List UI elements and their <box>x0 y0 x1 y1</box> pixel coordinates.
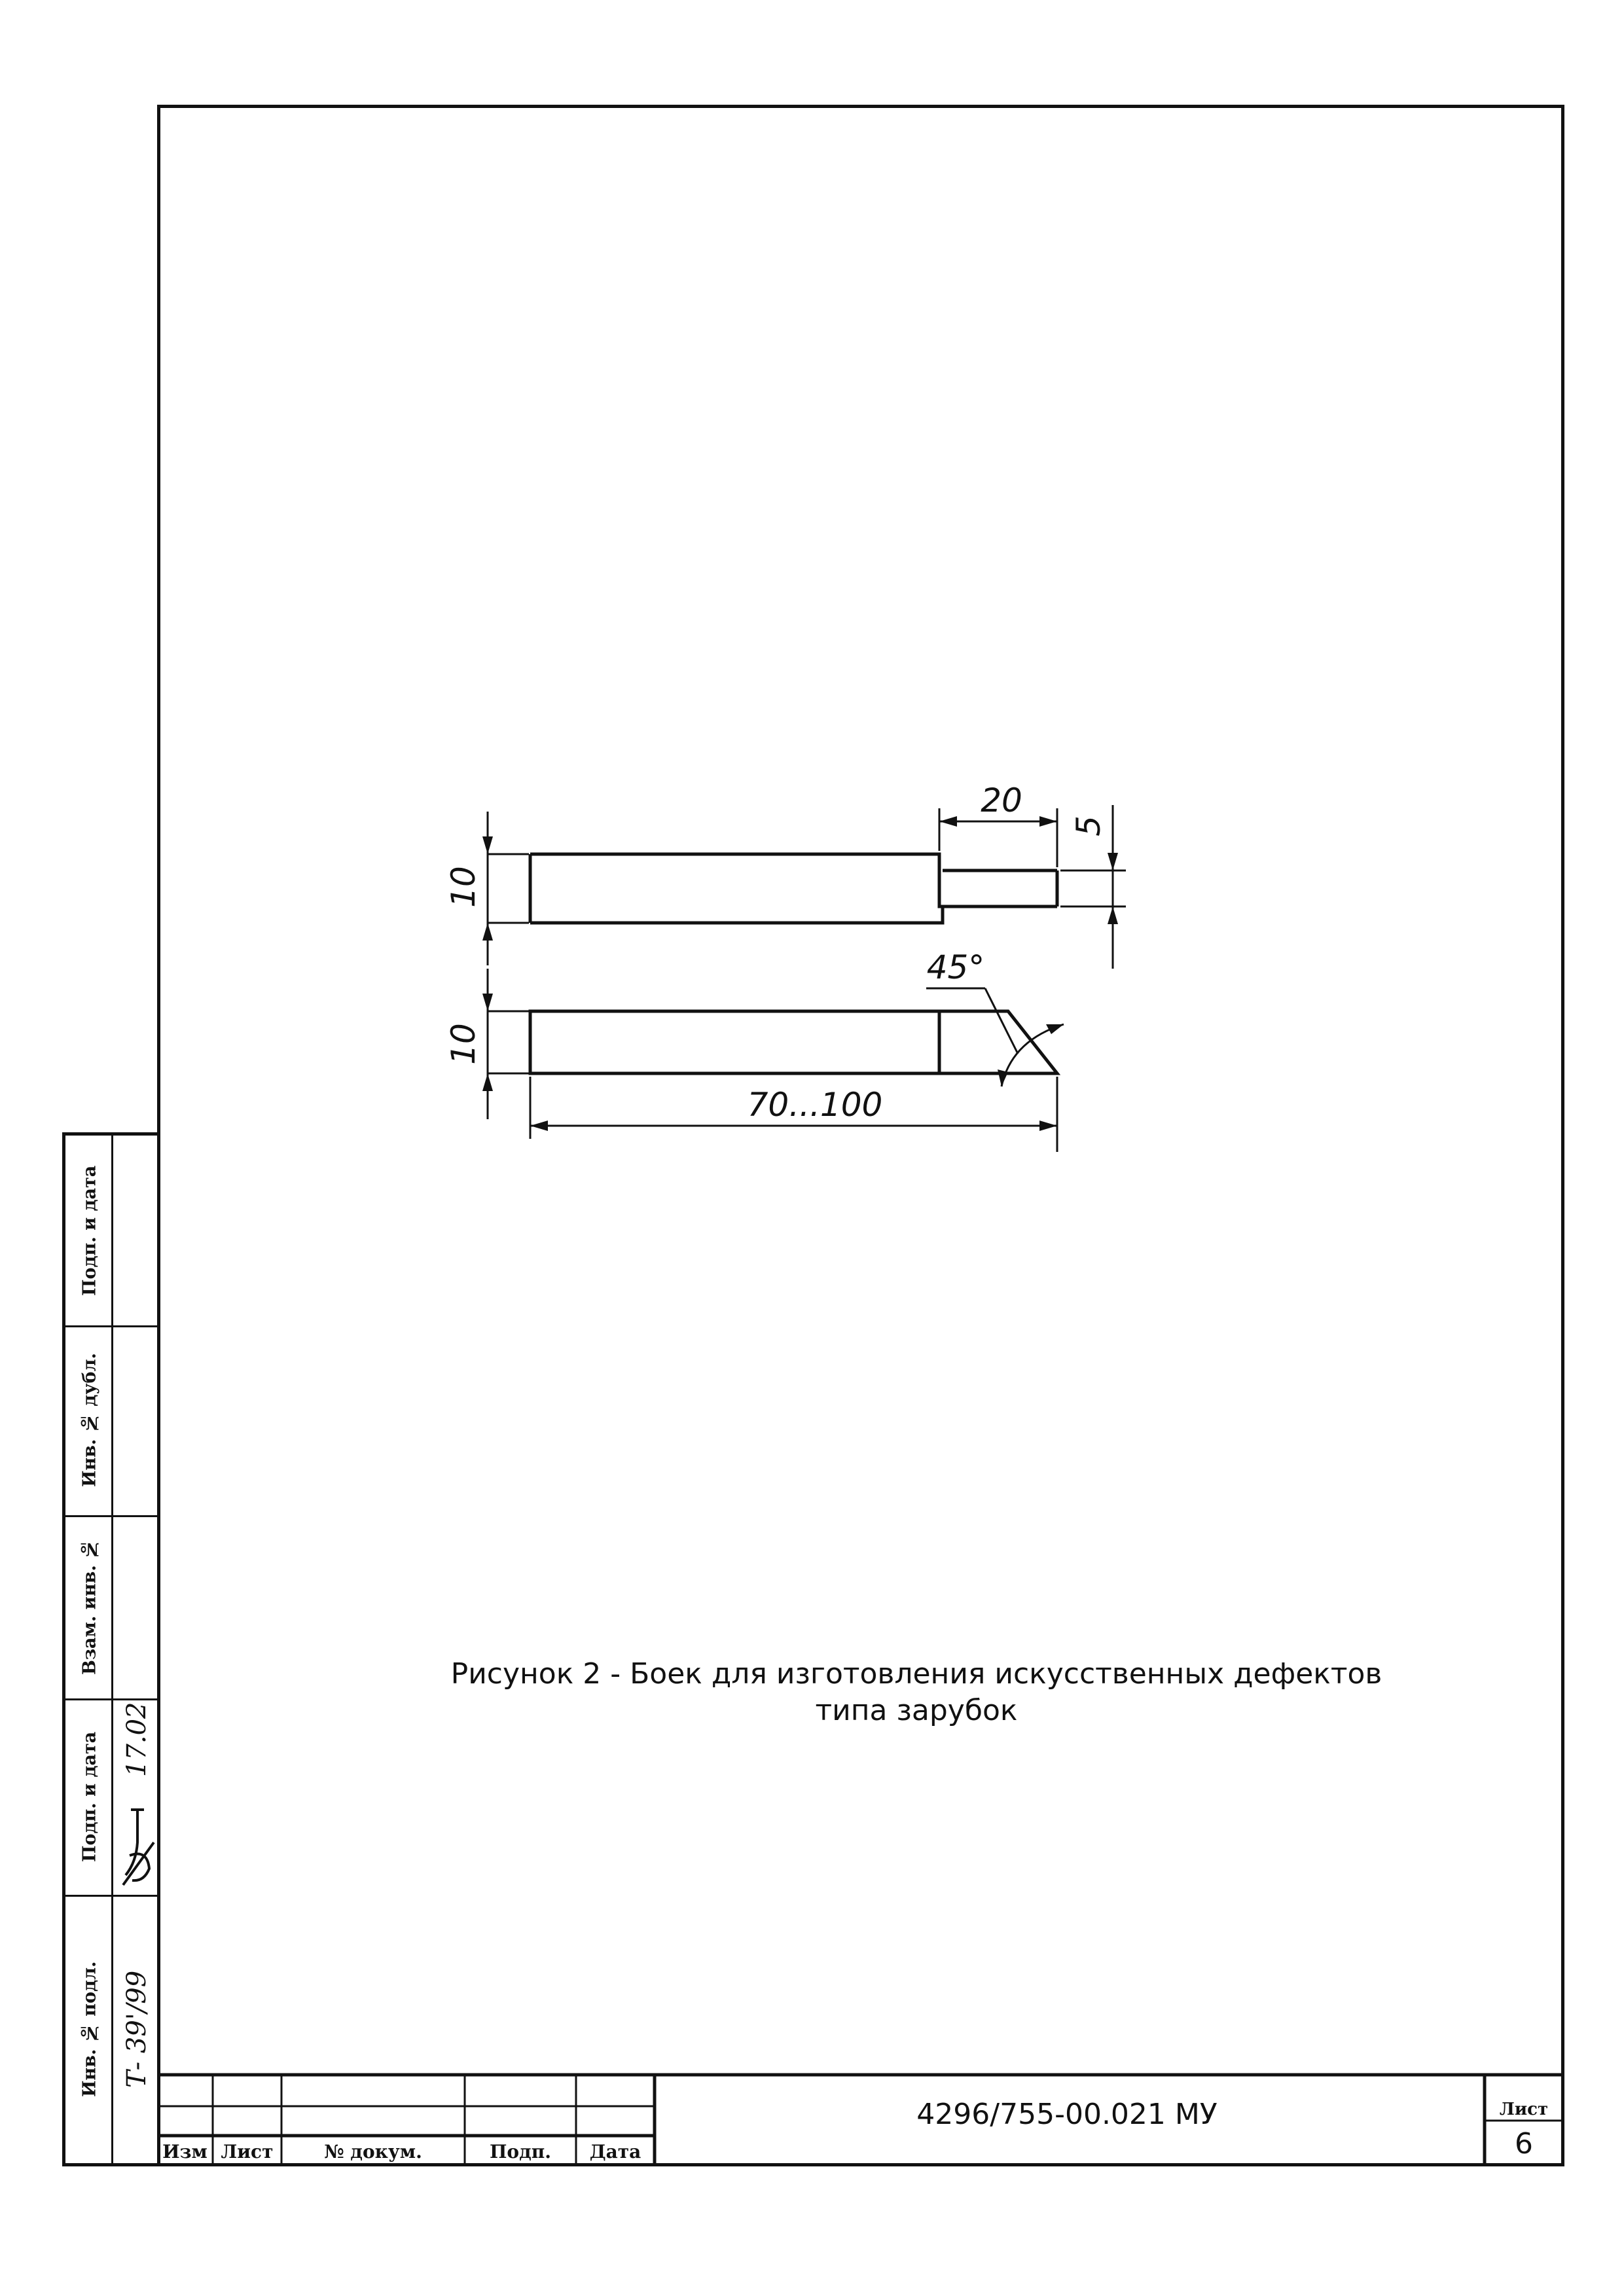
signature-date-text: 17.02 <box>122 1702 152 1777</box>
header-document-number: № докум. <box>324 2141 422 2162</box>
figure-caption-line2: типа зарубок <box>815 1694 1018 1727</box>
dim-text-height-bottom: 10 <box>444 1023 482 1065</box>
inventory-original-value: Т- 39'/99 <box>122 1970 152 2088</box>
header-sheet: Лист <box>221 2141 274 2162</box>
sheet-label: Лист <box>1499 2100 1549 2119</box>
figure-caption-line1: Рисунок 2 - Боек для изготовления искусственных дефектов <box>450 1657 1382 1691</box>
sheet-number: 6 <box>1515 2127 1533 2161</box>
dim-text-step-depth: 5 <box>1070 816 1108 836</box>
duplicate-inventory-label: Инв. № дубл. <box>79 1353 100 1488</box>
header-change: Изм <box>162 2141 208 2162</box>
signature-date-label-top: Подп. и дата <box>79 1165 100 1296</box>
dim-text-length: 70...100 <box>747 1086 883 1124</box>
replacement-inventory-label: Взам. инв. № <box>79 1538 100 1676</box>
dim-text-angle: 45° <box>926 948 985 986</box>
document-code: 4296/755-00.021 МУ <box>916 2098 1218 2131</box>
header-signature: Подп. <box>489 2141 552 2162</box>
signature-date-label: Подп. и дата <box>79 1731 100 1862</box>
header-date: Дата <box>589 2141 641 2162</box>
dim-text-height-top: 10 <box>444 866 482 908</box>
inventory-original-label: Инв. № подл. <box>79 1961 100 2097</box>
dim-text-step-length: 20 <box>981 781 1022 819</box>
